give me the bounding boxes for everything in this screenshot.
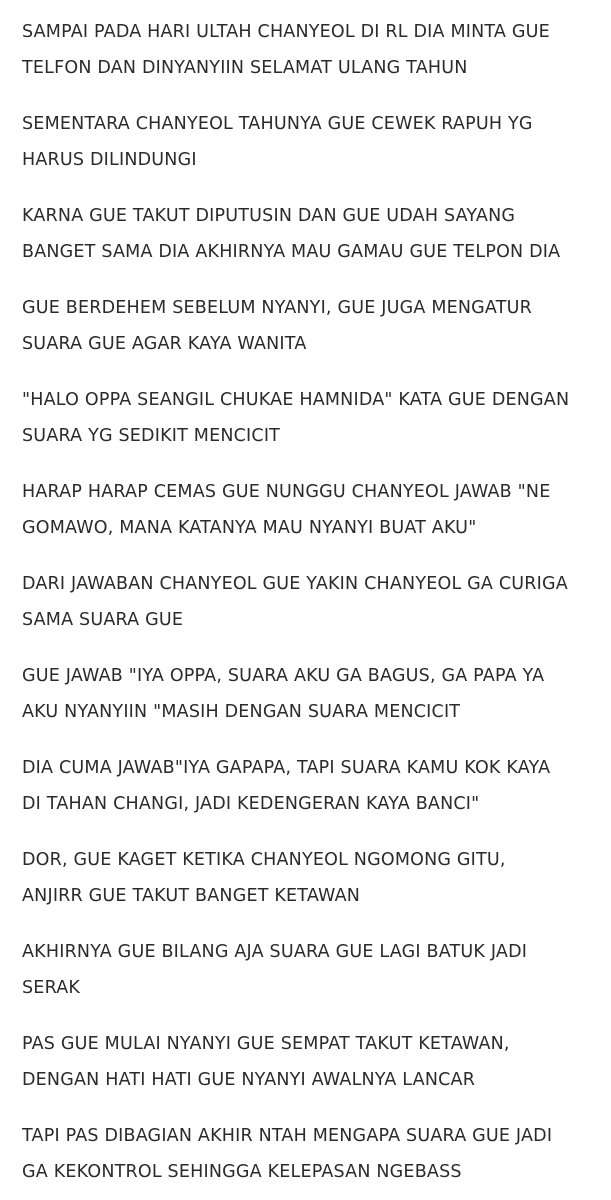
paragraph-line: GUE BERDEHEM SEBELUM NYANYI, GUE JUGA MENGATUR — [22, 298, 532, 318]
paragraph-line: TAPI PAS DIBAGIAN AKHIR NTAH MENGAPA SUARA GUE JADI — [22, 1126, 553, 1146]
paragraph-line: HARUS DILINDUNGI — [22, 150, 197, 170]
paragraph-line: DI TAHAN CHANGI, JADI KEDENGERAN KAYA BANCI" — [22, 794, 480, 814]
paragraph — [22, 1026, 611, 1098]
paragraph-line: SAMA SUARA GUE — [22, 610, 184, 630]
paragraph-line: "HALO OPPA SEANGIL CHUKAE HAMNIDA" KATA GUE DENGAN — [22, 390, 570, 410]
paragraph — [22, 934, 611, 1006]
paragraph-line: AKHIRNYA GUE BILANG AJA SUARA GUE LAGI BATUK JADI — [22, 942, 528, 962]
paragraph-line: ANJIRR GUE TAKUT BANGET KETAWAN — [22, 886, 361, 906]
paragraph — [22, 290, 611, 362]
paragraph — [22, 106, 611, 178]
paragraph-line: SUARA YG SEDIKIT MENCICIT — [22, 426, 281, 446]
paragraph-line: SUARA GUE AGAR KAYA WANITA — [22, 334, 307, 354]
paragraph — [22, 14, 611, 86]
paragraph-line: SERAK — [22, 978, 81, 998]
paragraph-line: DOR, GUE KAGET KETIKA CHANYEOL NGOMONG GITU, — [22, 850, 506, 870]
paragraph-line: SEMENTARA CHANYEOL TAHUNYA GUE CEWEK RAPUH YG — [22, 114, 533, 134]
paragraph-line: DIA CUMA JAWAB"IYA GAPAPA, TAPI SUARA KAMU KOK KAYA — [22, 758, 551, 778]
paragraph — [22, 382, 611, 454]
paragraph — [22, 750, 611, 822]
paragraph-line: KARNA GUE TAKUT DIPUTUSIN DAN GUE UDAH SAYANG — [22, 206, 516, 226]
paragraph-line: GA KEKONTROL SEHINGGA KELEPASAN NGEBASS — [22, 1162, 462, 1182]
paragraph-line: TELFON DAN DINYANYIIN SELAMAT ULANG TAHUN — [22, 58, 468, 78]
paragraph-line: DENGAN HATI HATI GUE NYANYI AWALNYA LANCAR — [22, 1070, 476, 1090]
paragraph-line: AKU NYANYIIN "MASIH DENGAN SUARA MENCICIT — [22, 702, 461, 722]
paragraph — [22, 658, 611, 730]
paragraph-line: HARAP HARAP CEMAS GUE NUNGGU CHANYEOL JAWAB "NE — [22, 482, 551, 502]
paragraph — [22, 1118, 611, 1190]
paragraph — [22, 198, 611, 270]
paragraph-line: SAMPAI PADA HARI ULTAH CHANYEOL DI RL DIA MINTA GUE — [22, 22, 550, 42]
paragraph-line: BANGET SAMA DIA AKHIRNYA MAU GAMAU GUE TELPON DIA — [22, 242, 561, 262]
paragraph-line: PAS GUE MULAI NYANYI GUE SEMPAT TAKUT KETAWAN, — [22, 1034, 510, 1054]
paragraph-line: GUE JAWAB "IYA OPPA, SUARA AKU GA BAGUS, GA PAPA YA — [22, 666, 545, 686]
paragraph — [22, 566, 611, 638]
paragraph-line: DARI JAWABAN CHANYEOL GUE YAKIN CHANYEOL GA CURIGA — [22, 574, 568, 594]
paragraph — [22, 474, 611, 546]
paragraph — [22, 842, 611, 914]
paragraph-line: GOMAWO, MANA KATANYA MAU NYANYI BUAT AKU" — [22, 518, 477, 538]
